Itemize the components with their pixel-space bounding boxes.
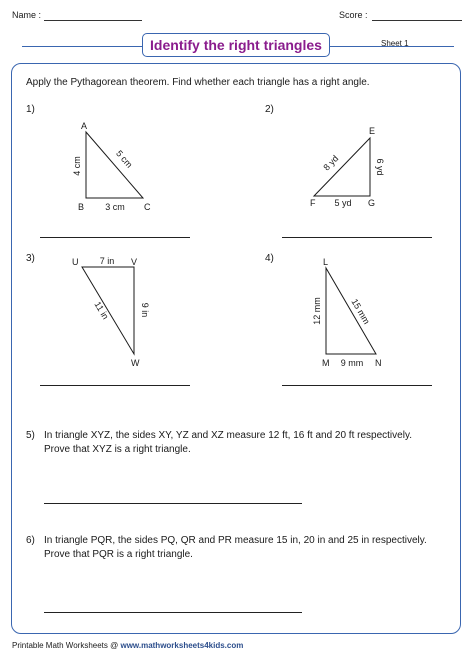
score-label: Score : xyxy=(339,10,368,20)
instruction-text: Apply the Pythagorean theorem. Find whether each triangle has a right angle. xyxy=(26,77,370,88)
vertex-label: L xyxy=(323,257,329,267)
problem-number: 4) xyxy=(265,253,274,264)
vertex-label: W xyxy=(131,358,140,368)
footer-prefix: Printable Math Worksheets @ xyxy=(12,641,119,650)
side-label: 6 yd xyxy=(375,158,385,176)
problem-number: 5) xyxy=(26,430,35,441)
triangle-lmn xyxy=(326,268,376,354)
side-label: 5 cm xyxy=(114,148,135,170)
answer-line[interactable] xyxy=(40,385,190,386)
vertex-label: F xyxy=(310,198,316,208)
vertex-label: B xyxy=(78,202,85,212)
vertex-label: E xyxy=(369,126,376,136)
side-label: 11 in xyxy=(92,299,111,322)
word-problem-text: Prove that PQR is a right triangle. xyxy=(44,549,193,560)
word-problem-text: In triangle PQR, the sides PQ, QR and PR measure 15 in, 20 in and 25 in respectively. xyxy=(44,535,427,546)
side-label: 5 yd xyxy=(334,198,352,208)
side-label: 4 cm xyxy=(72,156,82,176)
sheet-label: Sheet 1 xyxy=(381,39,409,48)
word-problem-text: In triangle XYZ, the sides XY, YZ and XZ measure 12 ft, 16 ft and 20 ft respectively. xyxy=(44,430,412,441)
side-label: 12 mm xyxy=(312,297,322,325)
footer-url[interactable]: www.mathworksheets4kids.com xyxy=(120,641,244,650)
answer-line[interactable] xyxy=(40,237,190,238)
vertex-label: A xyxy=(81,121,88,131)
side-label: 3 cm xyxy=(105,202,125,212)
vertex-label: V xyxy=(131,257,138,267)
side-label: 8 yd xyxy=(321,153,341,173)
problem-number: 6) xyxy=(26,535,35,546)
answer-line[interactable] xyxy=(44,503,302,504)
answer-line[interactable] xyxy=(282,385,432,386)
vertex-label: M xyxy=(322,358,330,368)
side-label: 7 in xyxy=(99,256,115,266)
vertex-label: G xyxy=(368,198,376,208)
vertex-label: C xyxy=(144,202,151,212)
answer-line[interactable] xyxy=(44,612,302,613)
vertex-label: N xyxy=(375,358,382,368)
side-label: 15 mm xyxy=(349,297,372,326)
word-problem-text: Prove that XYZ is a right triangle. xyxy=(44,444,191,455)
answer-line[interactable] xyxy=(282,237,432,238)
page-title: Identify the right triangles xyxy=(150,37,322,53)
problem-number: 1) xyxy=(26,104,35,115)
footer xyxy=(12,641,243,650)
side-label: 9 in xyxy=(140,302,150,318)
triangle-abc xyxy=(86,132,143,198)
vertex-label: U xyxy=(72,257,79,267)
problem-number: 3) xyxy=(26,253,35,264)
name-label: Name : xyxy=(12,10,42,20)
side-label: 9 mm xyxy=(340,358,364,368)
problem-number: 2) xyxy=(265,104,274,115)
